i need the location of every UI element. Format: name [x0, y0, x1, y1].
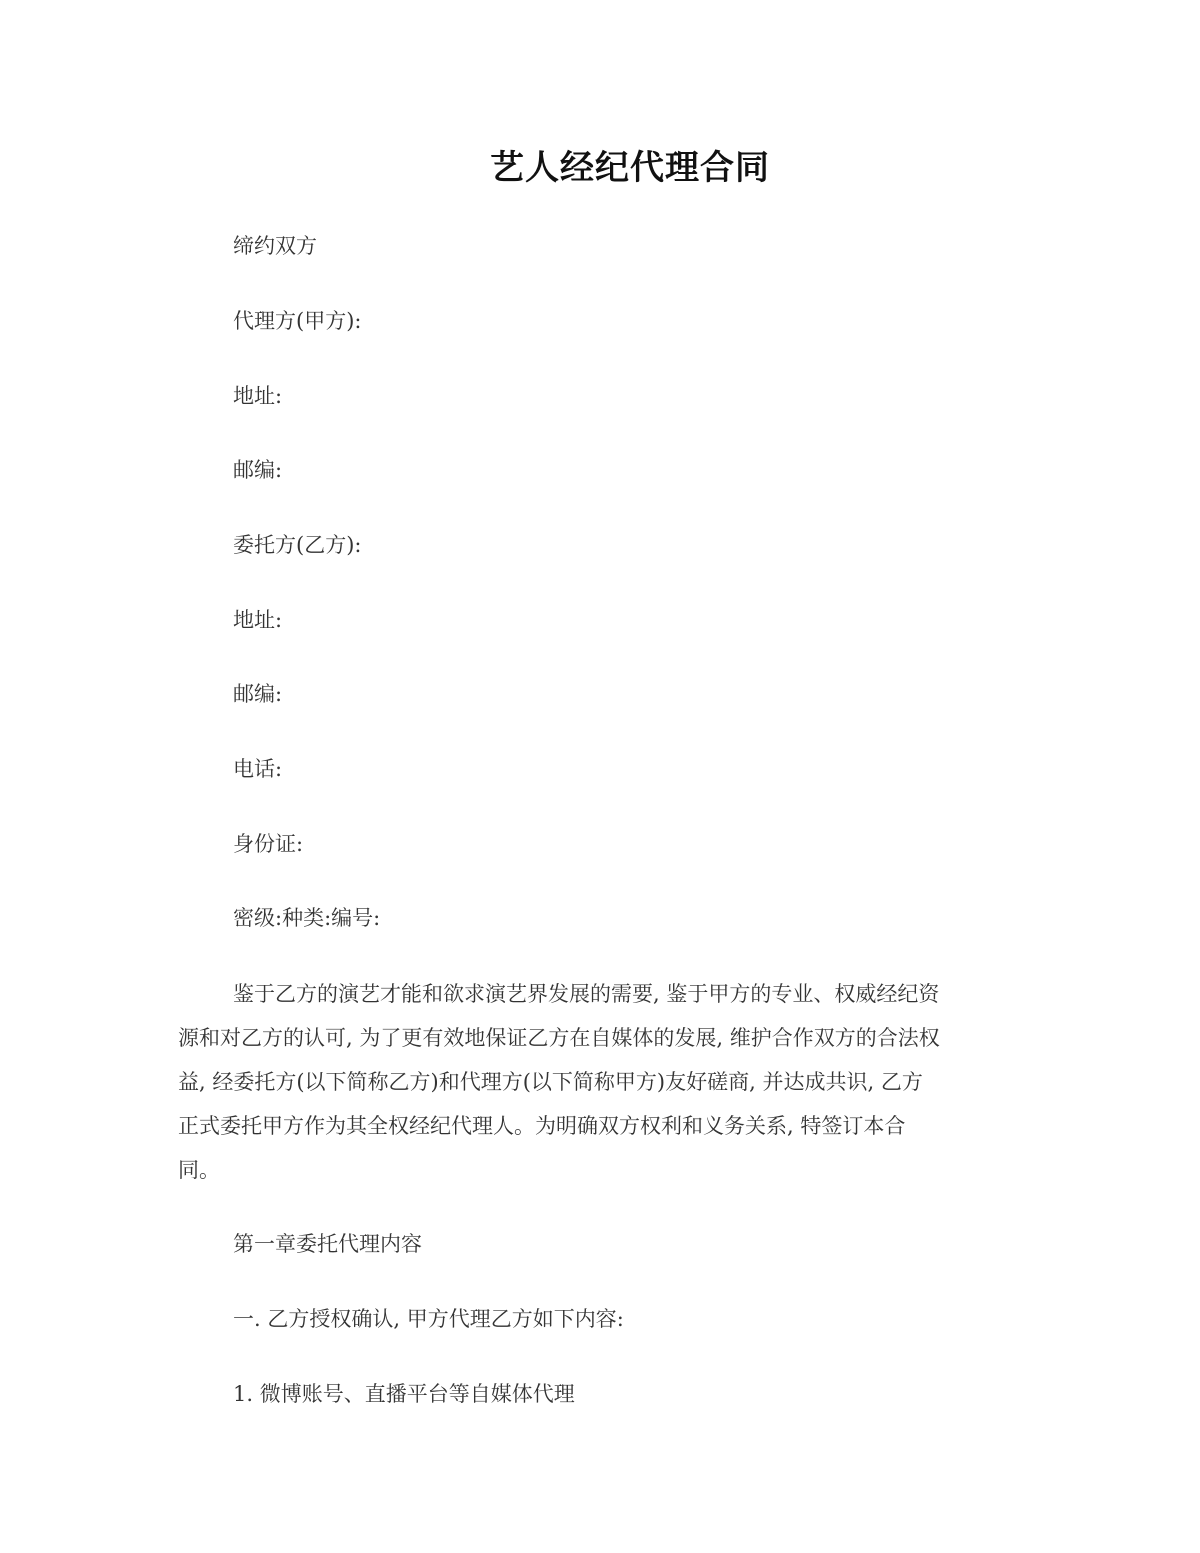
party-a-label: 代理方(甲方): — [233, 309, 362, 333]
party-b-address-label: 地址: — [233, 608, 283, 632]
party-a-postcode-label: 邮编: — [233, 458, 283, 482]
section-1-heading: 一. 乙方授权确认, 甲方代理乙方如下内容: — [233, 1307, 624, 1331]
chapter-1-heading: 第一章委托代理内容 — [233, 1232, 422, 1256]
party-b-postcode-label: 邮编: — [233, 682, 283, 706]
party-b-id-label: 身份证: — [233, 832, 304, 856]
page-title: 艺人经纪代理合同 — [490, 148, 770, 188]
preamble-paragraph — [178, 972, 1028, 1192]
preamble-line: 同。 — [178, 1158, 220, 1182]
classification-label: 密级:种类:编号: — [233, 906, 381, 930]
preamble-line: 正式委托甲方作为其全权经纪代理人。为明确双方权利和义务关系, 特签订本合 — [178, 1114, 906, 1138]
preamble-line: 益, 经委托方(以下简称乙方)和代理方(以下简称甲方)友好磋商, 并达成共识, 乙方 — [178, 1070, 923, 1094]
preamble-line: 鉴于乙方的演艺才能和欲求演艺界发展的需要, 鉴于甲方的专业、权威经纪资 — [233, 982, 940, 1006]
party-a-address-label: 地址: — [233, 384, 283, 408]
party-b-phone-label: 电话: — [233, 757, 283, 781]
item-1-text: 1. 微博账号、直播平台等自媒体代理 — [233, 1382, 575, 1406]
preamble-line: 源和对乙方的认可, 为了更有效地保证乙方在自媒体的发展, 维护合作双方的合法权 — [178, 1026, 940, 1050]
parties-heading: 缔约双方 — [233, 234, 317, 258]
party-b-label: 委托方(乙方): — [233, 533, 362, 557]
